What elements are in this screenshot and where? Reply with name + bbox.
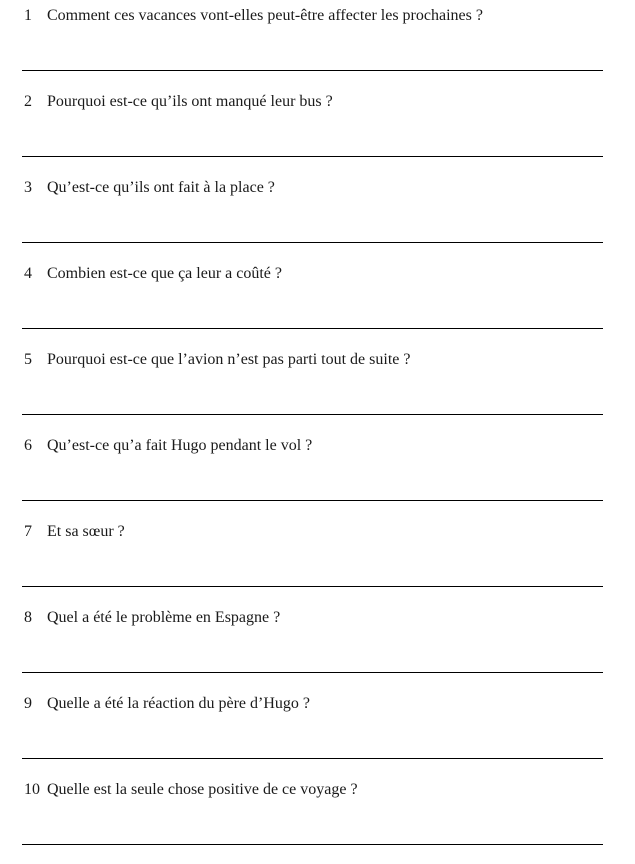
answer-line[interactable] [22,586,603,587]
question-1 [0,2,635,88]
question-9-text-row [24,694,310,714]
question-6 [0,432,635,518]
question-8-text-row [24,608,280,628]
question-5-text-row [24,350,410,370]
question-text: Pourquoi est-ce qu’ils ont manqué leur bus ? [47,93,333,110]
question-2 [0,88,635,174]
question-9 [0,690,635,776]
question-text: Combien est-ce que ça leur a coûté ? [47,265,282,282]
answer-line[interactable] [22,672,603,673]
question-text: Quelle est la seule chose positive de ce voyage ? [47,781,358,798]
answer-line[interactable] [22,758,603,759]
question-text: Comment ces vacances vont-elles peut-être affecter les prochaines ? [47,7,483,24]
question-text: Quelle a été la réaction du père d’Hugo ? [47,695,310,712]
question-number: 8 [24,609,32,626]
answer-line[interactable] [22,70,603,71]
question-number: 6 [24,437,32,454]
question-7 [0,518,635,604]
question-10 [0,776,635,862]
question-7-text-row [24,522,125,542]
question-6-text-row [24,436,312,456]
question-1-text-row [24,6,483,26]
question-number: 7 [24,523,32,540]
question-number: 10 [24,781,40,798]
question-number: 4 [24,265,32,282]
question-10-text-row [24,780,358,800]
question-number: 5 [24,351,32,368]
question-text: Qu’est-ce qu’a fait Hugo pendant le vol ? [47,437,313,454]
answer-line[interactable] [22,328,603,329]
question-3-text-row [24,178,275,198]
answer-line[interactable] [22,844,603,845]
question-text: Quel a été le problème en Espagne ? [47,609,281,626]
answer-line[interactable] [22,156,603,157]
question-text: Et sa sœur ? [47,523,125,540]
question-number: 1 [24,7,32,24]
question-5 [0,346,635,432]
question-8 [0,604,635,690]
answer-line[interactable] [22,500,603,501]
question-4 [0,260,635,346]
question-number: 3 [24,179,32,196]
question-text: Qu’est-ce qu’ils ont fait à la place ? [47,179,275,196]
question-2-text-row [24,92,333,112]
answer-line[interactable] [22,242,603,243]
question-3 [0,174,635,260]
question-number: 2 [24,93,32,110]
question-4-text-row [24,264,282,284]
question-number: 9 [24,695,32,712]
question-text: Pourquoi est-ce que l’avion n’est pas parti tout de suite ? [47,351,411,368]
answer-line[interactable] [22,414,603,415]
